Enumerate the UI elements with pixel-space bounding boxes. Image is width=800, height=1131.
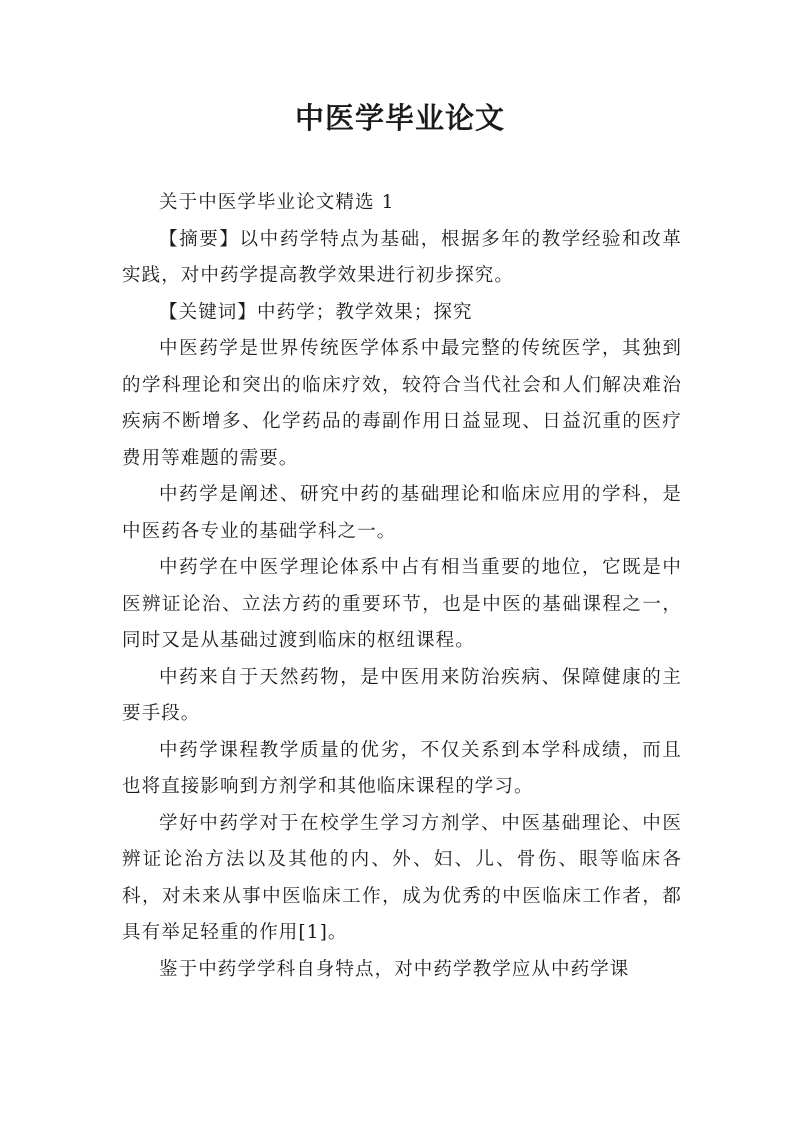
document-title: 中医学毕业论文 (294, 101, 505, 135)
paragraph: 中药学是阐述、研究中药的基础理论和临床应用的学科，是中医药各专业的基础学科之一。 (122, 484, 682, 542)
paragraph: 中药学在中医学理论体系中占有相当重要的地位，它既是中医辨证论治、立法方药的重要环节，也是中医的基础课程之一，同时又是从基础过渡到临床的枢纽课程。 (122, 557, 682, 651)
paragraph: 中药来自于天然药物，是中医用来防治疾病、保障健康的主要手段。 (122, 666, 682, 724)
paragraph: 中药学课程教学质量的优劣，不仅关系到本学科成绩，而且也将直接影响到方剂学和其他临床课程的学习。 (122, 739, 682, 797)
paragraph-heading: 关于中医学毕业论文精选 1 (159, 192, 395, 213)
document-body (122, 185, 682, 988)
paragraph: 鉴于中药学学科自身特点，对中药学教学应从中药学课 (159, 958, 630, 980)
paragraph: 中医药学是世界传统医学体系中最完整的传统医学，其独到的学科理论和突出的临床疗效，较符合当代社会和人们解决难治疾病不断增多、化学药品的毒副作用日益显现、日益沉重的医疗费用等难题的需要。 (122, 338, 682, 469)
paragraph: 学好中药学对于在校学生学习方剂学、中医基础理论、中医辨证论治方法以及其他的内、外、妇、儿、骨伤、眼等临床各科，对未来从事中医临床工作，成为优秀的中医临床工作者，都具有举足轻重的作用[1]。 (122, 812, 682, 943)
paragraph-abstract: 【摘要】以中药学特点为基础，根据多年的教学经验和改革实践，对中药学提高教学效果进行初步探究。 (122, 228, 682, 286)
paragraph-keywords: 【关键词】中药学；教学效果；探究 (159, 301, 473, 323)
